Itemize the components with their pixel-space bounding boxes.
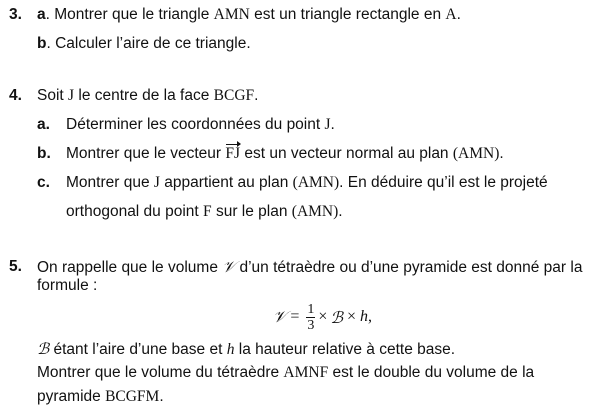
text: . Calculer l’aire de ce triangle.: [46, 35, 251, 52]
question-number: 4.: [9, 87, 22, 104]
text: sur le plan: [211, 203, 292, 220]
numerator: 1: [307, 301, 315, 317]
math-plane-amn: (AMN): [292, 174, 340, 191]
vector-fj: FJ: [225, 145, 241, 162]
math-h: h: [360, 308, 368, 325]
question-3a: [37, 6, 461, 24]
question-4b: [66, 145, 504, 163]
text: est le double du volume de la: [328, 364, 535, 381]
question-4-number-line: [9, 87, 22, 105]
denominator: 3: [307, 317, 315, 333]
text: Soit: [37, 87, 69, 104]
text: étant l’aire d’une base et: [49, 341, 227, 358]
question-5-number-line: [9, 258, 22, 276]
comma: ,: [368, 308, 372, 325]
math-volume-symbol: 𝒱: [273, 307, 287, 326]
sub-label-a: a.: [37, 116, 50, 133]
question-4b-label: [37, 145, 51, 163]
math-j: J: [68, 87, 75, 104]
text: pyramide: [37, 388, 106, 405]
text: Montrer que: [66, 174, 154, 191]
text: .: [456, 6, 461, 23]
math-volume-symbol: 𝒱: [222, 258, 236, 276]
math-amn: AMN: [213, 6, 250, 23]
math-base-symbol: ℬ: [330, 307, 343, 327]
math-a: A: [445, 6, 457, 23]
question-4a: [66, 116, 335, 134]
text: .: [330, 116, 335, 133]
equals-sign: =: [286, 308, 304, 325]
question-4-intro: [37, 87, 258, 105]
text: le centre de la face: [74, 87, 214, 104]
question-number: 5.: [9, 258, 22, 275]
question-3-line-a: [9, 6, 22, 24]
math-bcgf: BCGF: [213, 87, 255, 104]
question-5-line-5: [37, 388, 164, 406]
math-amnf: AMNF: [283, 364, 329, 381]
math-j: J: [324, 116, 331, 133]
question-4c-line-2: [66, 203, 343, 221]
question-5-line-2: [37, 277, 97, 295]
sub-label-b: b: [37, 35, 47, 52]
sub-label-a: a: [37, 6, 46, 23]
question-5-line-1: [37, 258, 582, 277]
text: .: [338, 203, 343, 220]
math-plane-amn: (AMN): [291, 203, 339, 220]
question-4c-label: [37, 174, 50, 192]
text: est un vecteur normal au plan: [240, 145, 453, 162]
question-4c-line-1: [66, 174, 548, 192]
math-base-symbol: ℬ: [37, 340, 50, 358]
volume-formula: [273, 297, 372, 337]
math-plane-amn: (AMN): [452, 145, 500, 162]
text: formule :: [37, 277, 98, 294]
text: Montrer que le volume du tétraèdre: [37, 364, 284, 381]
question-number: 3.: [9, 6, 22, 23]
math-bcgfm: BCGFM: [105, 388, 160, 405]
times-sign: ×: [318, 308, 328, 325]
text: Déterminer les coordonnées du point: [66, 116, 325, 133]
text: On rappelle que le volume: [37, 259, 223, 276]
sub-label-b: b.: [37, 145, 51, 162]
text: Montrer que le vecteur: [66, 145, 226, 162]
text: .: [499, 145, 504, 162]
sub-label-c: c.: [37, 174, 50, 191]
math-f: F: [203, 203, 212, 220]
question-5-line-3: [37, 340, 455, 359]
text: d’un tétraèdre ou d’une pyramide est donné par la: [235, 259, 583, 276]
question-3b: [37, 35, 251, 53]
times-sign: ×: [342, 308, 360, 325]
math-j: J: [153, 174, 160, 191]
text: orthogonal du point: [66, 203, 204, 220]
text: . Montrer que le triangle: [45, 6, 214, 23]
text: . En déduire qu’il est le projeté: [339, 174, 548, 191]
text: .: [254, 87, 259, 104]
math-h: h: [226, 341, 235, 358]
question-4a-label: [37, 116, 50, 134]
text: .: [159, 388, 164, 405]
text: la hauteur relative à cette base.: [234, 341, 456, 358]
text: appartient au plan: [159, 174, 293, 191]
text: est un triangle rectangle en: [249, 6, 446, 23]
fraction-one-third: [306, 302, 315, 333]
question-5-line-4: [37, 364, 534, 382]
